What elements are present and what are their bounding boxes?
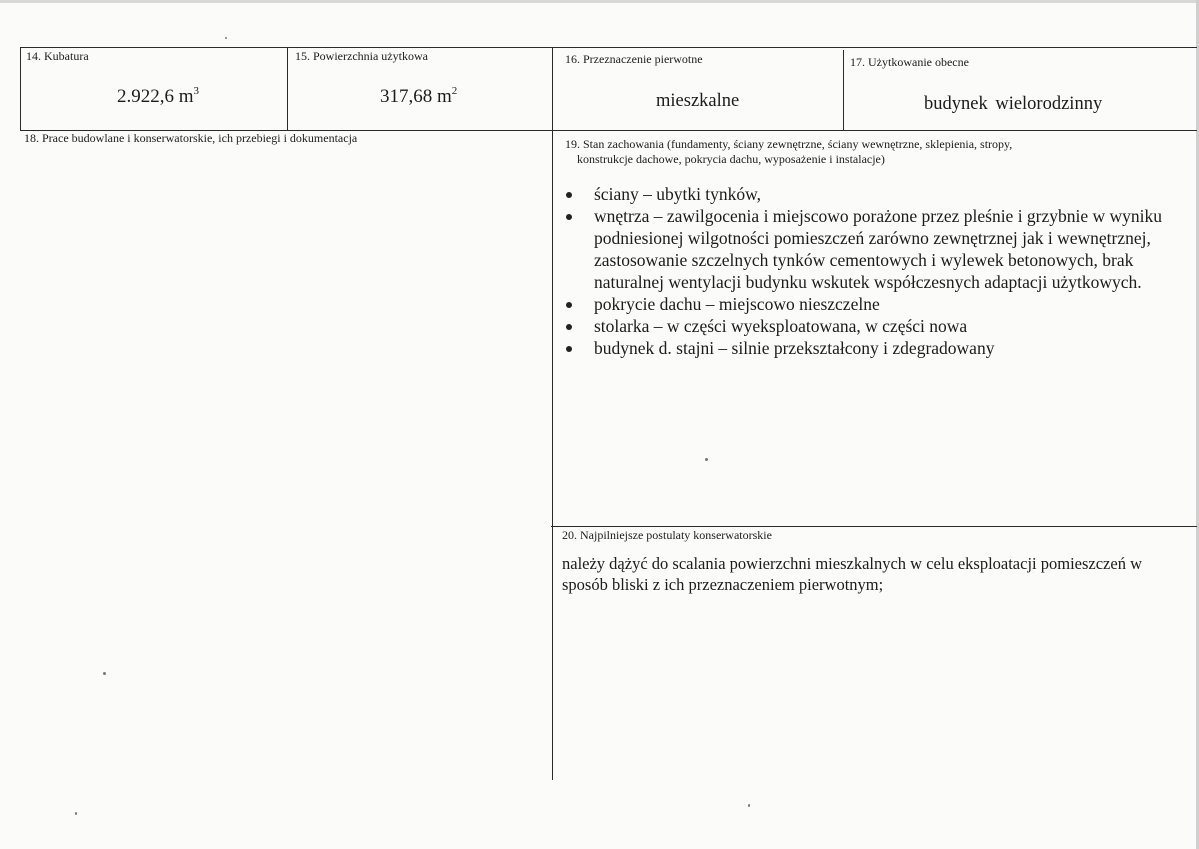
list-item-text: budynek d. stajni – silnie przekształcony i zdegradowany (594, 338, 995, 358)
scan-speck (705, 458, 708, 461)
kubatura-exponent: 3 (193, 85, 200, 97)
scan-speck (75, 812, 77, 815)
list-item (566, 183, 1176, 205)
stan-label-line2: konstrukcje dachowe, pokrycia dachu, wyposażenie i instalacje) (577, 152, 885, 166)
stan-label-line1: 19. Stan zachowania (fundamenty, ściany zewnętrzne, ściany wewnętrzne, sklepienia, stropy, (565, 137, 1013, 151)
prace-label: 18. Prace budowlane i konserwatorskie, ich przebiegi i dokumentacja (24, 131, 358, 145)
table-left-rule (20, 47, 21, 131)
list-item-text: stolarka – w części wyeksploatowana, w części nowa (594, 316, 968, 336)
list-item (566, 205, 1176, 293)
list-item (566, 337, 1176, 359)
bullet-icon (566, 302, 572, 308)
kubatura-value (117, 86, 199, 108)
uzytkowanie-value: budynek wielorodzinny (924, 94, 1103, 114)
scan-top-edge (0, 0, 1199, 3)
scan-speck (225, 37, 227, 39)
powierzchnia-label: 15. Powierzchnia użytkowa (295, 49, 428, 63)
bullet-icon (566, 346, 572, 352)
postulaty-text: należy dążyć do scalania powierzchni mieszkalnych w celu eksploatacji pomieszczeń w sposób bliski z ich przeznaczeniem pierwotnym; (562, 554, 1142, 594)
list-item-text: pokrycie dachu – miejscowo nieszczelne (594, 294, 880, 314)
powierzchnia-exponent: 2 (451, 85, 458, 97)
scan-speck (748, 804, 750, 807)
col-divider-16-17 (843, 50, 844, 131)
uzytkowanie-label: 17. Użytkowanie obecne (850, 55, 969, 69)
stan-list (566, 183, 1176, 359)
bullet-icon (566, 192, 572, 198)
kubatura-label: 14. Kubatura (26, 49, 89, 63)
powierzchnia-value (380, 86, 457, 108)
scan-speck (103, 672, 106, 675)
przeznaczenie-value: mieszkalne (656, 91, 740, 111)
list-item-text: ściany – ubytki tynków, (594, 184, 762, 204)
przeznaczenie-label: 16. Przeznaczenie pierwotne (565, 52, 703, 66)
list-item (566, 293, 1176, 315)
col-divider-main (552, 47, 553, 780)
stan-label (565, 137, 1185, 167)
col-divider-14-15 (287, 47, 288, 131)
list-item-text: wnętrza – zawilgocenia i miejscowo porażone przez pleśnie i grzybnie w wyniku podniesionej wilgotności pomieszczeń zarówno zewnętrznej jak i wewnętrznej, zastosowanie szczelnych tynków cementowych i wylewek betonowych, brak naturalnej wentylacji budynku wskutek współczesnych adaptacji użytkowych. (594, 206, 1163, 292)
bullet-icon (566, 324, 572, 330)
postulaty-label: 20. Najpilniejsze postulaty konserwatorskie (562, 528, 772, 542)
list-item (566, 315, 1176, 337)
table-top-rule (20, 47, 1197, 48)
powierzchnia-number: 317,68 m (380, 86, 452, 107)
kubatura-number: 2.922,6 m (117, 86, 194, 107)
postulates-top-rule (551, 526, 1197, 527)
bullet-icon (566, 214, 572, 220)
